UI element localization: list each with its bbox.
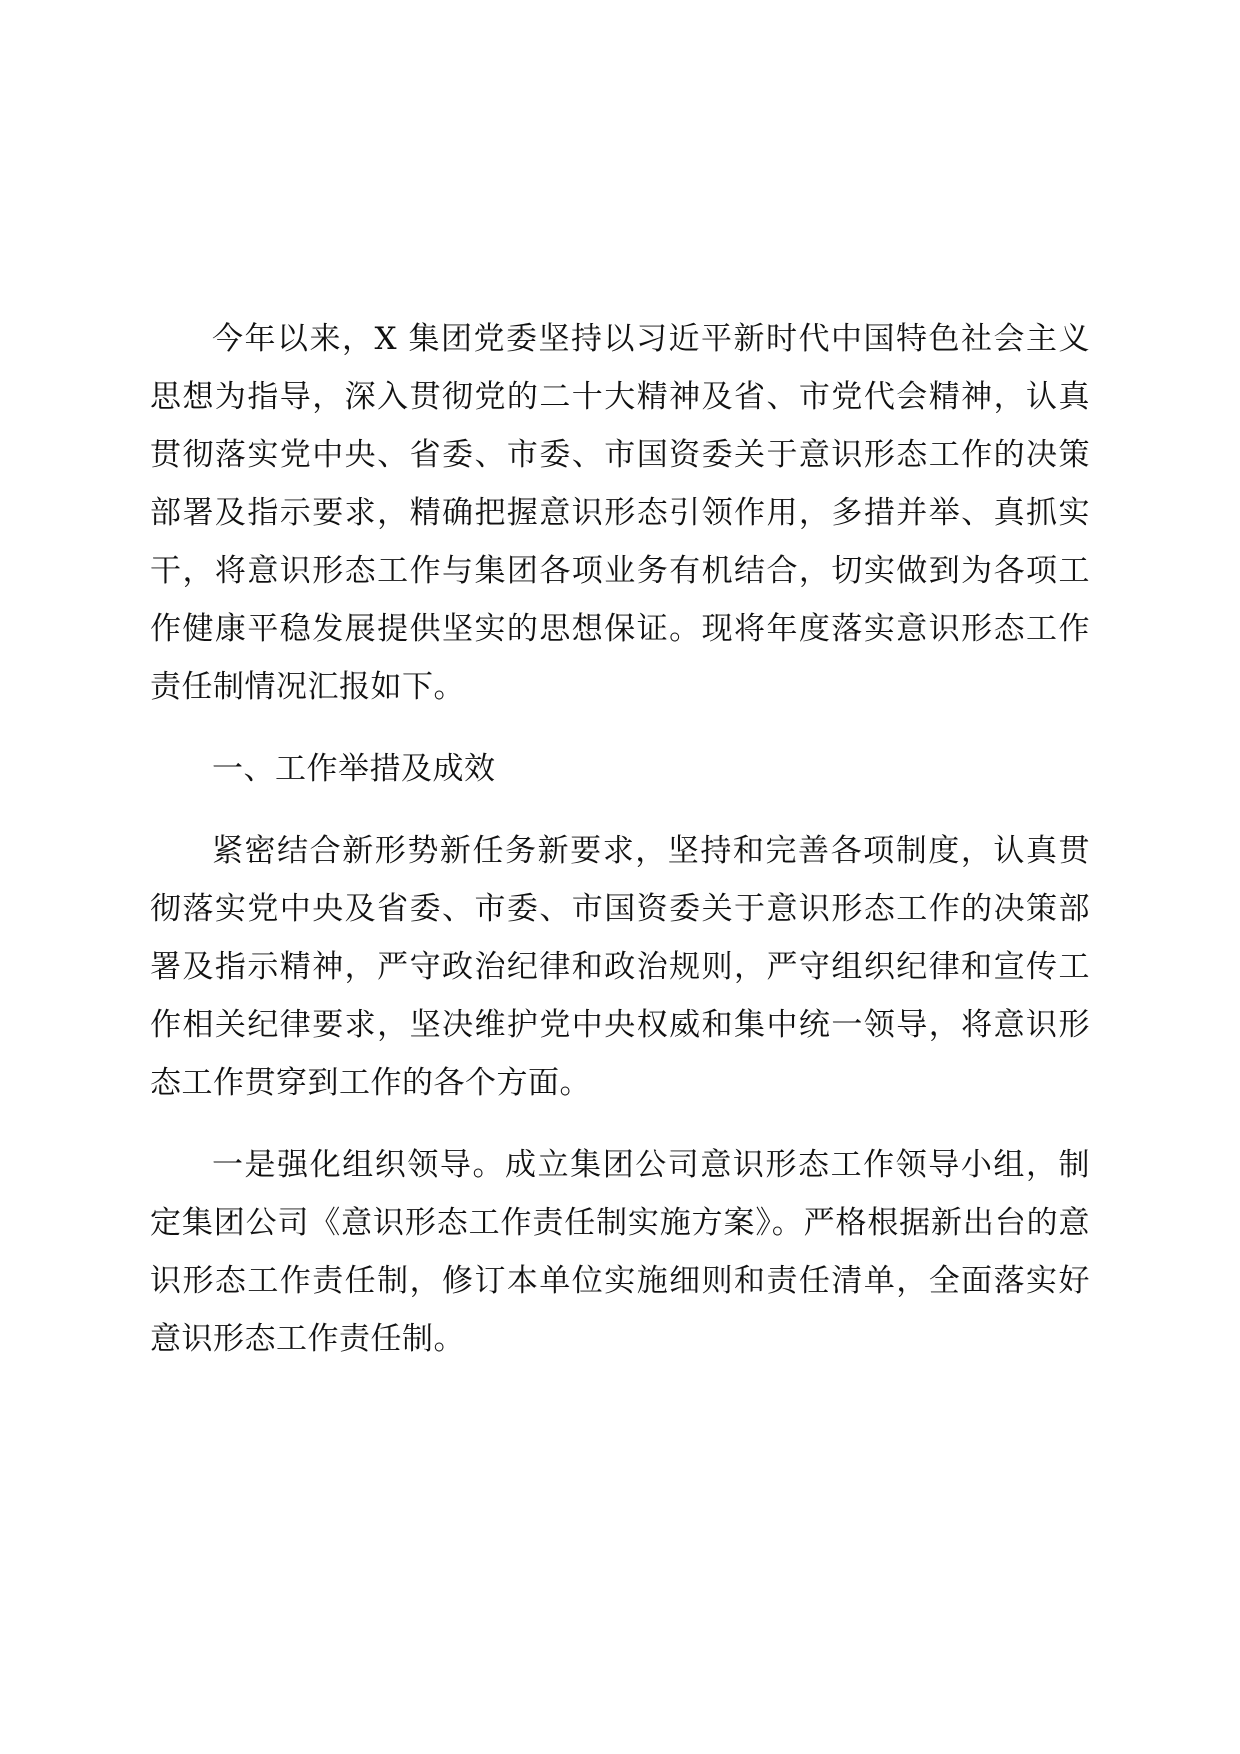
paragraph-measures: 紧密结合新形势新任务新要求，坚持和完善各项制度，认真贯彻落实党中央及省委、市委、市国资委关于意识形态工作的决策部署及指示精神，严守政治纪律和政治规则，严守组织纪律和宣传工作相关纪律要求，坚决维护党中央权威和集中统一领导，将意识形态工作贯穿到工作的各个方面。 <box>150 833 1090 1101</box>
paragraph-leadership: 一是强化组织领导。成立集团公司意识形态工作领导小组，制定集团公司《意识形态工作责任制实施方案》。严格根据新出台的意识形态工作责任制，修订本单位实施细则和责任清单，全面落实好意识形态工作责任制。 <box>150 1147 1090 1357</box>
document-body <box>150 310 1090 1392</box>
section-heading: 一、工作举措及成效 <box>212 751 496 787</box>
paragraph-intro: 今年以来，X 集团党委坚持以习近平新时代中国特色社会主义思想为指导，深入贯彻党的二十大精神及省、市党代会精神，认真贯彻落实党中央、省委、市委、市国资委关于意识形态工作的决策部署及指示要求，精确把握意识形态引领作用，多措并举、真抓实干，将意识形态工作与集团各项业务有机结合，切实做到为各项工作健康平稳发展提供坚实的思想保证。现将年度落实意识形态工作责任制情况汇报如下。 <box>150 321 1090 705</box>
